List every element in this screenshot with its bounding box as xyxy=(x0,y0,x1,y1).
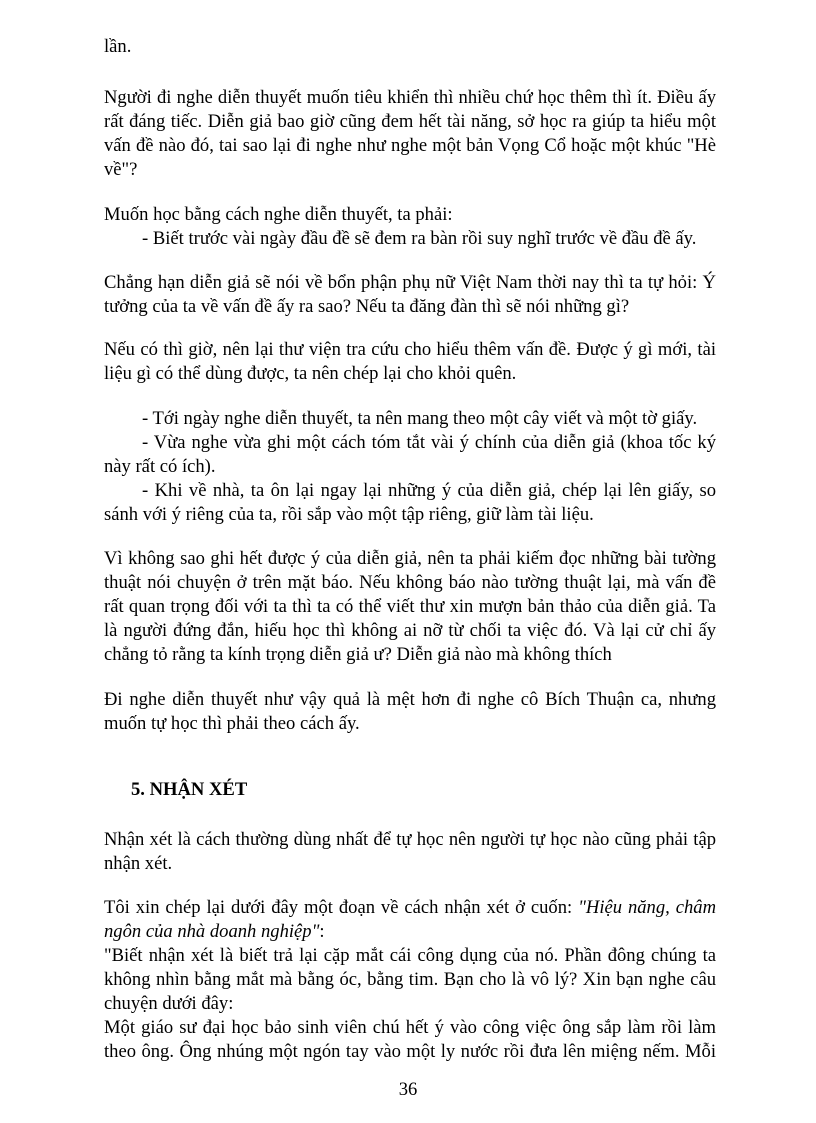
page-number: 36 xyxy=(398,1079,418,1100)
text-line: - Tới ngày nghe diễn thuyết, ta nên mang theo một cây viết và một tờ giấy. xyxy=(142,408,698,429)
text-line: - Khi về nhà, ta ôn lại ngay lại những ý của diễn giả, chép lại lên giấy, so xyxy=(142,480,716,501)
book-title-italic: "Hiệu năng, châm xyxy=(578,897,717,918)
text-line: liệu gì có thể dùng được, ta nên chép lại cho khỏi quên. xyxy=(104,363,517,384)
text-run: Tôi xin chép lại dưới đây một đoạn về cách nhận xét ở cuốn: xyxy=(104,897,579,918)
text-line: Nếu có thì giờ, nên lại thư viện tra cứu cho hiểu thêm vấn đề. Được ý gì mới, tài xyxy=(104,339,716,360)
text-line: Đi nghe diễn thuyết như vậy quả là mệt hơn đi nghe cô Bích Thuận ca, nhưng xyxy=(104,689,716,710)
text-line: Người đi nghe diễn thuyết muốn tiêu khiển thì nhiều chứ học thêm thì ít. Điều ấy xyxy=(104,87,716,108)
text-line xyxy=(104,920,716,944)
text-line xyxy=(104,896,716,920)
text-line: lần. xyxy=(104,36,132,57)
book-title-italic: ngôn của nhà doanh nghiệp" xyxy=(104,921,320,942)
text-line: Chẳng hạn diễn giả sẽ nói về bổn phận phụ nữ Việt Nam thời nay thì ta tự hỏi: Ý xyxy=(104,272,716,293)
text-line: Muốn học bằng cách nghe diễn thuyết, ta phải: xyxy=(104,204,453,225)
text-line: rất đáng tiếc. Diễn giả bao giờ cũng đem hết tài năng, sở học ra giúp ta hiểu một xyxy=(104,111,716,132)
text-line: tưởng của ta về vấn đề ấy ra sao? Nếu ta đăng đàn thì sẽ nói những gì? xyxy=(104,296,630,317)
text-line: chuyện dưới đây: xyxy=(104,993,234,1014)
text-line: Nhận xét là cách thường dùng nhất để tự học nên người tự học nào cũng phải tập xyxy=(104,829,716,850)
text-run: : xyxy=(319,921,325,942)
text-line: này rất có ích). xyxy=(104,456,216,477)
text-line: Một giáo sư đại học bảo sinh viên chú hết ý vào công việc ông sắp làm rồi làm xyxy=(104,1017,716,1038)
text-line: sánh với ý riêng của ta, rồi sắp vào một tập riêng, giữ làm tài liệu. xyxy=(104,504,594,525)
text-line: nhận xét. xyxy=(104,853,173,874)
text-line: theo ông. Ông nhúng một ngón tay vào một ly nước rồi đưa lên miệng nếm. Mỗi xyxy=(104,1041,716,1062)
text-line: là người đứng đắn, hiếu học thì không ai nỡ từ chối ta việc đó. Và lại cử chỉ ấy xyxy=(104,620,716,641)
text-line: rất quan trọng đối với ta thì ta có thể viết thư xin mượn bản thảo của diễn giả. Ta xyxy=(104,596,716,617)
text-line: về"? xyxy=(104,159,138,180)
text-line: Vì không sao ghi hết được ý của diễn giả, nên ta phải kiếm đọc những bài tường xyxy=(104,548,716,569)
text-line: chẳng tỏ rằng ta kính trọng diễn giả ư? Diễn giả nào mà không thích xyxy=(104,644,612,665)
text-line: vấn đề nào đó, tai sao lại đi nghe như nghe một bản Vọng Cổ hoặc một khúc "Hè xyxy=(104,135,716,156)
section-heading: 5. NHẬN XÉT xyxy=(131,779,248,800)
text-line: - Vừa nghe vừa ghi một cách tóm tắt vài ý chính của diễn giả (khoa tốc ký xyxy=(142,432,716,453)
text-line: "Biết nhận xét là biết trả lại cặp mắt cái công dụng của nó. Phần đông chúng ta xyxy=(104,945,716,966)
text-line: thuật nói chuyện ở trên mặt báo. Nếu không báo nào tường thuật lại, mà vấn đề xyxy=(104,572,716,593)
text-line: muốn tự học thì phải theo cách ấy. xyxy=(104,713,360,734)
text-line: không nhìn bằng mắt mà bằng óc, bằng tim. Bạn cho là vô lý? Xin bạn nghe câu xyxy=(104,969,716,990)
text-line: - Biết trước vài ngày đầu đề sẽ đem ra bàn rồi suy nghĩ trước về đầu đề ấy. xyxy=(142,228,697,249)
